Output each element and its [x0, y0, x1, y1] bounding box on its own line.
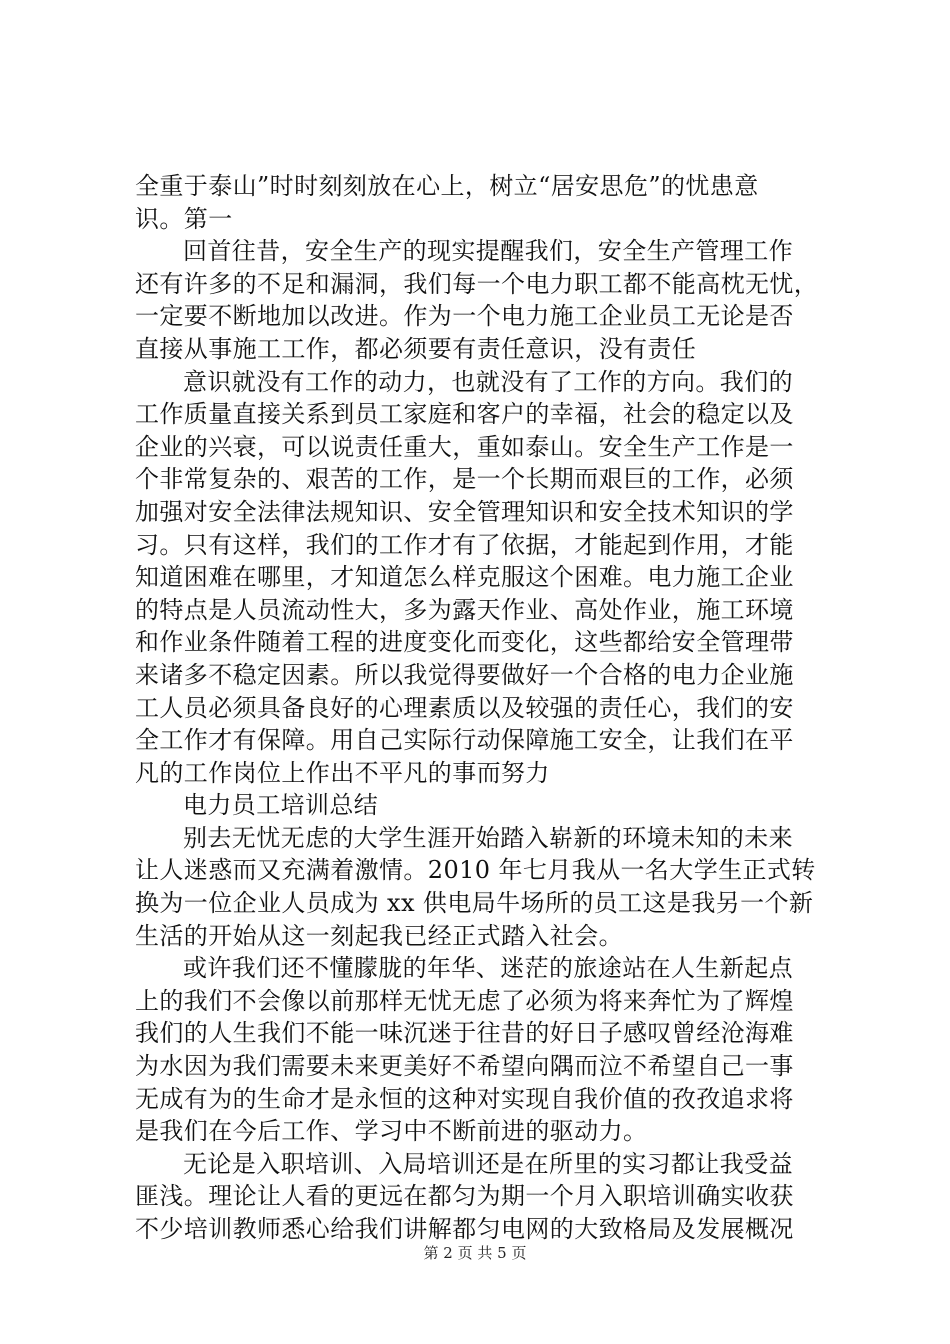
page-number-footer: 第 2 页 共 5 页 — [423, 1244, 527, 1262]
text-line: 工人员必须具备良好的心理素质以及较强的责任心，我们的安 — [135, 693, 794, 722]
text-line: 为水因为我们需要未来更美好不希望向隅而泣不希望自己一事 — [135, 1052, 794, 1081]
text-line: 个非常复杂的、艰苦的工作，是一个长期而艰巨的工作，必须 — [135, 465, 794, 494]
text-line: 还有许多的不足和漏洞，我们每一个电力职工都不能高枕无忧， — [135, 269, 819, 298]
text-line: 无成有为的生命才是永恒的这种对实现自我价值的孜孜追求将 — [135, 1084, 794, 1113]
text-line: 和作业条件随着工程的进度变化而变化，这些都给安全管理带 — [135, 628, 794, 657]
text-line: 是我们在今后工作、学习中不断前进的驱动力。 — [135, 1117, 648, 1146]
text-line: 知道困难在哪里，才知道怎么样克服这个困难。电力施工企业 — [135, 563, 794, 592]
text-line: 直接从事施工工作，都必须要有责任意识，没有责任 — [135, 334, 697, 363]
text-line: 工作质量直接关系到员工家庭和客户的幸福，社会的稳定以及 — [135, 400, 794, 429]
text-line: 加强对安全法律法规知识、安全管理知识和安全技术知识的学 — [135, 497, 794, 526]
text-line: 换为一位企业人员成为 xx 供电局牛场所的员工这是我另一个新 — [135, 889, 814, 918]
text-line: 让人迷惑而又充满着激情。2010 年七月我从一名大学生正式转 — [135, 856, 816, 885]
text-line: 凡的工作岗位上作出不平凡的事而努力 — [135, 758, 550, 787]
text-line: 一定要不断地加以改进。作为一个电力施工企业员工无论是否 — [135, 302, 794, 331]
text-line: 回首往昔，安全生产的现实提醒我们，安全生产管理工作 — [183, 237, 793, 266]
text-line: 不少培训教师悉心给我们讲解都匀电网的大致格局及发展概况 — [135, 1215, 794, 1243]
text-line: 上的我们不会像以前那样无忧无虑了必须为将来奔忙为了辉煌 — [135, 986, 794, 1015]
text-line: 来诸多不稳定因素。所以我觉得要做好一个合格的电力企业施 — [135, 660, 794, 689]
text-line: 习。只有这样，我们的工作才有了依据，才能起到作用，才能 — [135, 530, 794, 559]
text-line: 生活的开始从这一刻起我已经正式踏入社会。 — [135, 921, 623, 950]
text-line: 或许我们还不懂朦胧的年华、迷茫的旅途站在人生新起点 — [183, 954, 793, 983]
text-line: 别去无忧无虑的大学生涯开始踏入崭新的环境未知的未来 — [183, 823, 793, 852]
text-line: 企业的兴衰，可以说责任重大，重如泰山。安全生产工作是一 — [135, 432, 794, 461]
text-line: 全重于泰山”时时刻刻放在心上，树立“居安思危”的忧患意 — [135, 172, 759, 200]
text-line: 识。第一 — [135, 204, 233, 233]
text-line: 无论是入职培训、入局培训还是在所里的实习都让我受益 — [183, 1149, 793, 1178]
text-line: 意识就没有工作的动力，也就没有了工作的方向。我们的 — [183, 367, 793, 396]
text-line: 我们的人生我们不能一味沉迷于往昔的好日子感叹曾经沧海难 — [135, 1019, 794, 1048]
text-line: 全工作才有保障。用自己实际行动保障施工安全，让我们在平 — [135, 726, 794, 755]
text-line: 的特点是人员流动性大，多为露天作业、高处作业，施工环境 — [135, 595, 794, 624]
text-line: 匪浅。理论让人看的更远在都匀为期一个月入职培训确实收获 — [135, 1182, 794, 1211]
body-text — [135, 170, 825, 1246]
text-line: 电力员工培训总结 — [183, 791, 379, 820]
